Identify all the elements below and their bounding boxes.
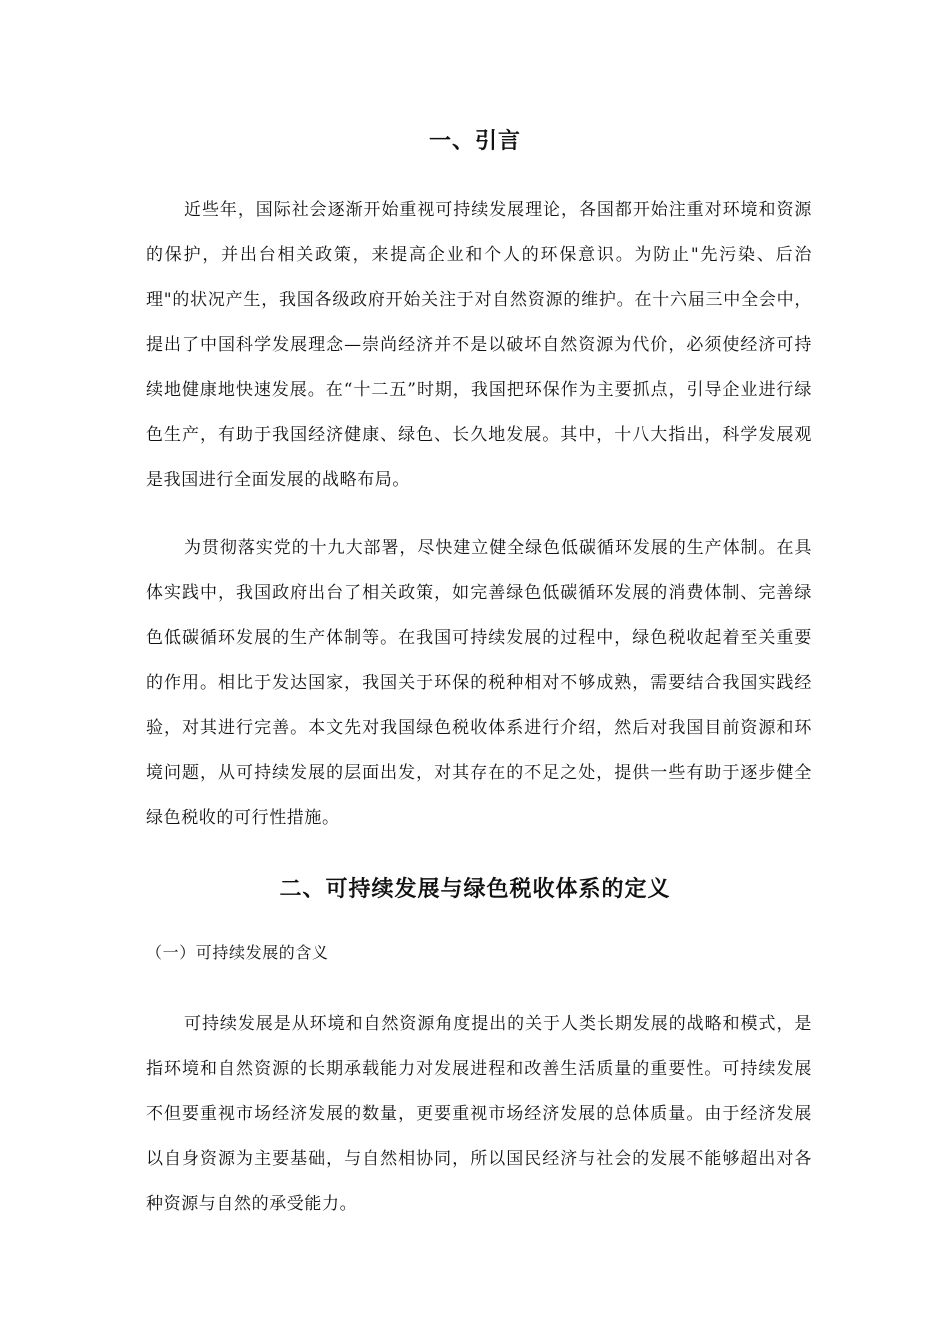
subsection-1-heading: （一）可持续发展的含义 bbox=[146, 943, 329, 962]
section-1-paragraph-2: 为贯彻落实党的十九大部署，尽快建立健全绿色低碳循环发展的生产体制。在具体实践中，我国政府出台了相关政策，如完善绿色低碳循环发展的消费体制、完善绿色低碳循环发展的生产体制等。在我国可持续发展的过程中，绿色税收起着至关重要的作用。相比于发达国家，我国关于环保的税种相对不够成熟，需要结合我国实践经验，对其进行完善。本文先对我国绿色税收体系进行介绍，然后对我国目前资源和环境问题，从可持续发展的层面出发，对其存在的不足之处，提供一些有助于逐步健全绿色税收的可行性措施。 bbox=[146, 538, 812, 828]
section-1-paragraph-1: 近些年，国际社会逐渐开始重视可持续发展理论，各国都开始注重对环境和资源的保护，并出台相关政策，来提高企业和个人的环保意识。为防止"先污染、后治理"的状况产生，我国各级政府开始关注于对自然资源的维护。在十六届三中全会中，提出了中国科学发展理念—崇尚经济并不是以破坏自然资源为代价，必须使经济可持续地健康地快速发展。在“十二五”时期，我国把环保作为主要抓点，引导企业进行绿色生产，有助于我国经济健康、绿色、长久地发展。其中，十八大指出，科学发展观是我国进行全面发展的战略布局。 bbox=[146, 200, 812, 490]
subsection-1-paragraph: 可持续发展是从环境和自然资源角度提出的关于人类长期发展的战略和模式，是指环境和自然资源的长期承载能力对发展进程和改善生活质量的重要性。可持续发展不但要重视市场经济发展的数量，更要重视市场经济发展的总体质量。由于经济发展以自身资源为主要基础，与自然相协同，所以国民经济与社会的发展不能够超出对各种资源与自然的承受能力。 bbox=[146, 1014, 812, 1214]
section-2-heading: 二、可持续发展与绿色税收体系的定义 bbox=[279, 877, 671, 902]
section-1-heading: 一、引言 bbox=[428, 129, 521, 154]
